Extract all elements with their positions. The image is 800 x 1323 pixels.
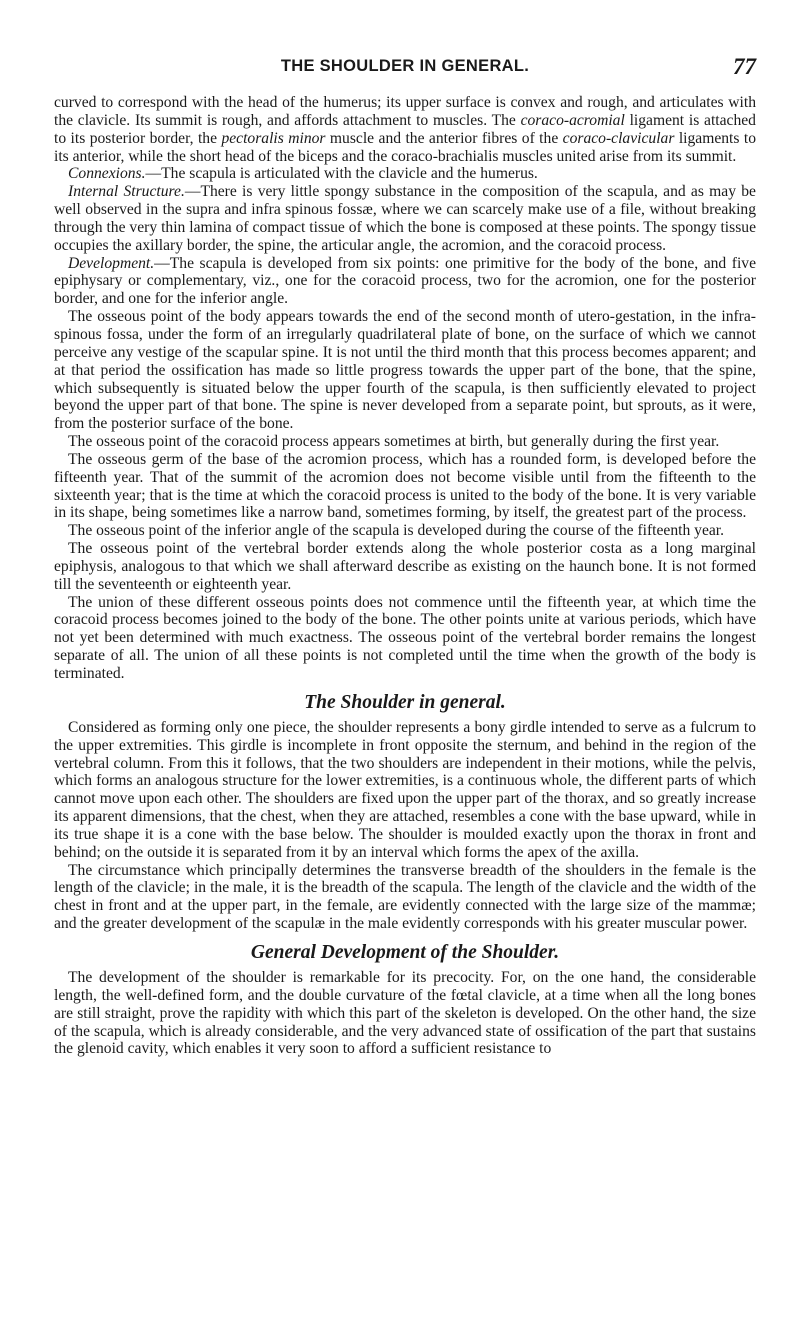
running-head	[54, 54, 756, 81]
paragraph: The development of the shoulder is remarkable for its precocity. For, on the one hand, the considerable length, the well-defined form, and the double curvature of the fœtal clavicle, at a time when all the long bones are still straight, prove the rapidity with which this part of the skeleton is developed. On the other hand, the size of the scapula, which is already considerable, and the very advanced state of ossification of the part that sustains the glenoid cavity, which enables it very soon to afford a sufficient resistance to	[54, 968, 756, 1058]
paragraph-internal-structure: Internal Structure.—There is very little spongy substance in the composition of the scapula, and as may be well observed in the supra and infra spinous fossæ, where we can scarcely make use of a file, without breaking through the very thin lamina of compact tissue of which the bone is composed at these points. The spongy tissue occupies the axillary border, the spine, the articular angle, the acromion, and the coracoid process.	[54, 183, 756, 254]
paragraph: The union of these different osseous points does not commence until the fifteenth year, at which time the coracoid process becomes joined to the body of the bone. The other points unite at various periods, which have not yet been determined with much exactness. The osseous point of the vertebral border remains the longest separate of all. The union of all these points is not completed until the time when the growth of the body is terminated.	[54, 593, 756, 682]
page-number: 77	[733, 54, 756, 79]
section-heading-general-development: General Development of the Shoulder.	[250, 941, 560, 963]
paragraph-development: Development.—The scapula is developed from six points: one primitive for the body of the bone, and five epiphysary or complementary, viz., one for the coracoid process, two for the acromion, one for the posterior border, and one for the inferior angle.	[54, 254, 756, 308]
paragraph: The osseous point of the body appears towards the end of the second month of utero-gestation, in the infra-spinous fossa, under the form of an irregularly quadrilateral plate of bone, on the surface of which we cannot perceive any vestige of the scapular spine. It is not until the third month that this process becomes apparent; and at that period the ossification has made so little progress towards the upper part of the bone, that the spine, which subsequently is situated below the upper fourth of the scapula, is then sufficiently elevated to project beyond the upper part of that bone. The spine is never developed from a separate point, but sprouts, as it were, from the posterior surface of the bone.	[54, 308, 756, 433]
running-title: THE SHOULDER IN GENERAL.	[280, 57, 530, 75]
paragraph: The osseous point of the coracoid process appears sometimes at birth, but generally during the first year.	[68, 433, 720, 451]
paragraph: Considered as forming only one piece, the shoulder represents a bony girdle intended to serve as a fulcrum to the upper extremities. This girdle is incomplete in front opposite the sternum, and behind in the region of the vertebral column. From this it follows, that the two shoulders are independent in their motions, while the pelvis, which forms an analogous structure for the lower extremities, is a continuous whole, the different parts of which cannot move upon each other. The shoulders are fixed upon the upper part of the thorax, and so greatly increase its apparent dimensions, that the chest, when they are attached, resembles a cone with the base upward, while in its true shape it is a cone with the base below. The shoulder is moulded exactly upon the thorax in front and behind; on the outside it is separated from it by an interval which forms the apex of the axilla.	[54, 718, 756, 861]
section-heading-shoulder-in-general: The Shoulder in general.	[304, 691, 506, 713]
paragraph: curved to correspond with the head of the humerus; its upper surface is convex and rough, and articulates with the clavicle. Its summit is rough, and affords attachment to muscles. The coraco-acromial ligament is attached to its posterior border, the pectoralis minor muscle and the anterior fibres of the coraco-clavicular ligaments to its anterior, while the short head of the biceps and the coraco-brachialis muscles united arise from its summit.	[54, 94, 756, 165]
paragraph: The osseous germ of the base of the acromion process, which has a rounded form, is developed before the fifteenth year. That of the summit of the acromion does not become visible until from the fifteenth to the sixteenth year; that is the time at which the coracoid process is united to the body of the bone. It is very variable in its shape, being sometimes like a narrow band, sometimes forming, by itself, the greatest part of the process.	[54, 450, 756, 522]
paragraph: The circumstance which principally determines the transverse breadth of the shoulders in the female is the length of the clavicle; in the male, it is the breadth of the scapula. The length of the clavicle and the width of the chest in front and at the upper part, in the female, are evidently connected with the large size of the mammæ; and the greater development of the scapulæ in the male evidently corresponds with his greater muscular power.	[54, 861, 756, 933]
paragraph-connexions: Connexions.—The scapula is articulated with the clavicle and the humerus.	[68, 165, 538, 183]
paragraph: The osseous point of the vertebral border extends along the whole posterior costa as a long marginal epiphysis, analogous to that which we shall afterward describe as existing on the haunch bone. It is not formed till the seventeenth or eighteenth year.	[54, 540, 756, 593]
body-text	[54, 94, 756, 1058]
paragraph: The osseous point of the inferior angle of the scapula is developed during the course of the fifteenth year.	[68, 522, 725, 540]
